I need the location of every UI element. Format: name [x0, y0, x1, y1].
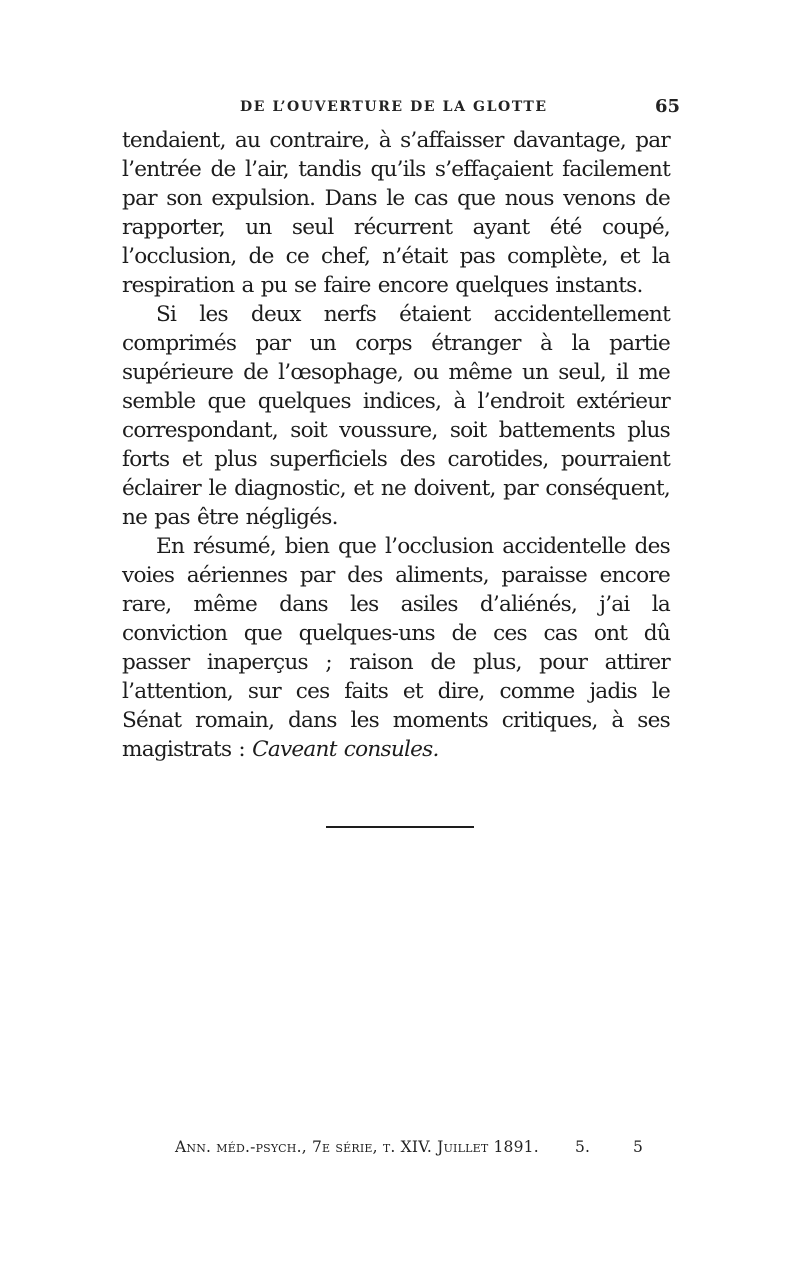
paragraph-2: Si les deux nerfs étaient accidentellement comprimés par un corps étranger à la partie supérieure de l’œsophage, ou même un seul, il me semble que quelques indices, à l’endroit extérieur correspondant, soit voussure, soit battements plus forts et plus superficiels des carotides, pourraient éclairer le diagnostic, et ne doivent, par conséquent, ne pas être négligés. [122, 302, 670, 530]
paragraph-1: tendaient, au contraire, à s’affaisser davantage, par l’entrée de l’air, tandis qu’ils s’effaçaient facilement par son expulsion. Dans le cas que nous venons de rapporter, un seul récurrent ayant été coupé, l’occlusion, de ce chef, n’était pas complète, et la respiration a pu se faire encore quelques instants. [122, 128, 670, 298]
page-number: 65 [654, 96, 680, 117]
paragraph-3-text: En résumé, bien que l’occlusion accidentelle des voies aériennes par des aliments, paraisse encore rare, même dans les asiles d’aliénés, j’ai la conviction que quelques-uns de ces cas ont dû passer inaperçus ; raison de plus, pour attirer l’attention, sur ces faits et dire, comme jadis le Sénat romain, dans les moments critiques, à ses magistrats : [122, 534, 670, 762]
signature-journal: Ann. méd.-psych., 7e série, t. XIV. Juillet 1891. [175, 1138, 539, 1156]
latin-quote: Caveant consules. [252, 737, 439, 762]
sheet-mark-secondary: 5 [633, 1138, 644, 1156]
running-title: DE L’OUVERTURE DE LA GLOTTE [240, 99, 548, 115]
body-text [122, 126, 670, 764]
running-head [240, 92, 680, 122]
sheet-mark: 5. [575, 1138, 591, 1156]
section-rule [326, 826, 474, 828]
printer-signature [175, 1132, 655, 1162]
paragraph-3 [122, 532, 670, 764]
